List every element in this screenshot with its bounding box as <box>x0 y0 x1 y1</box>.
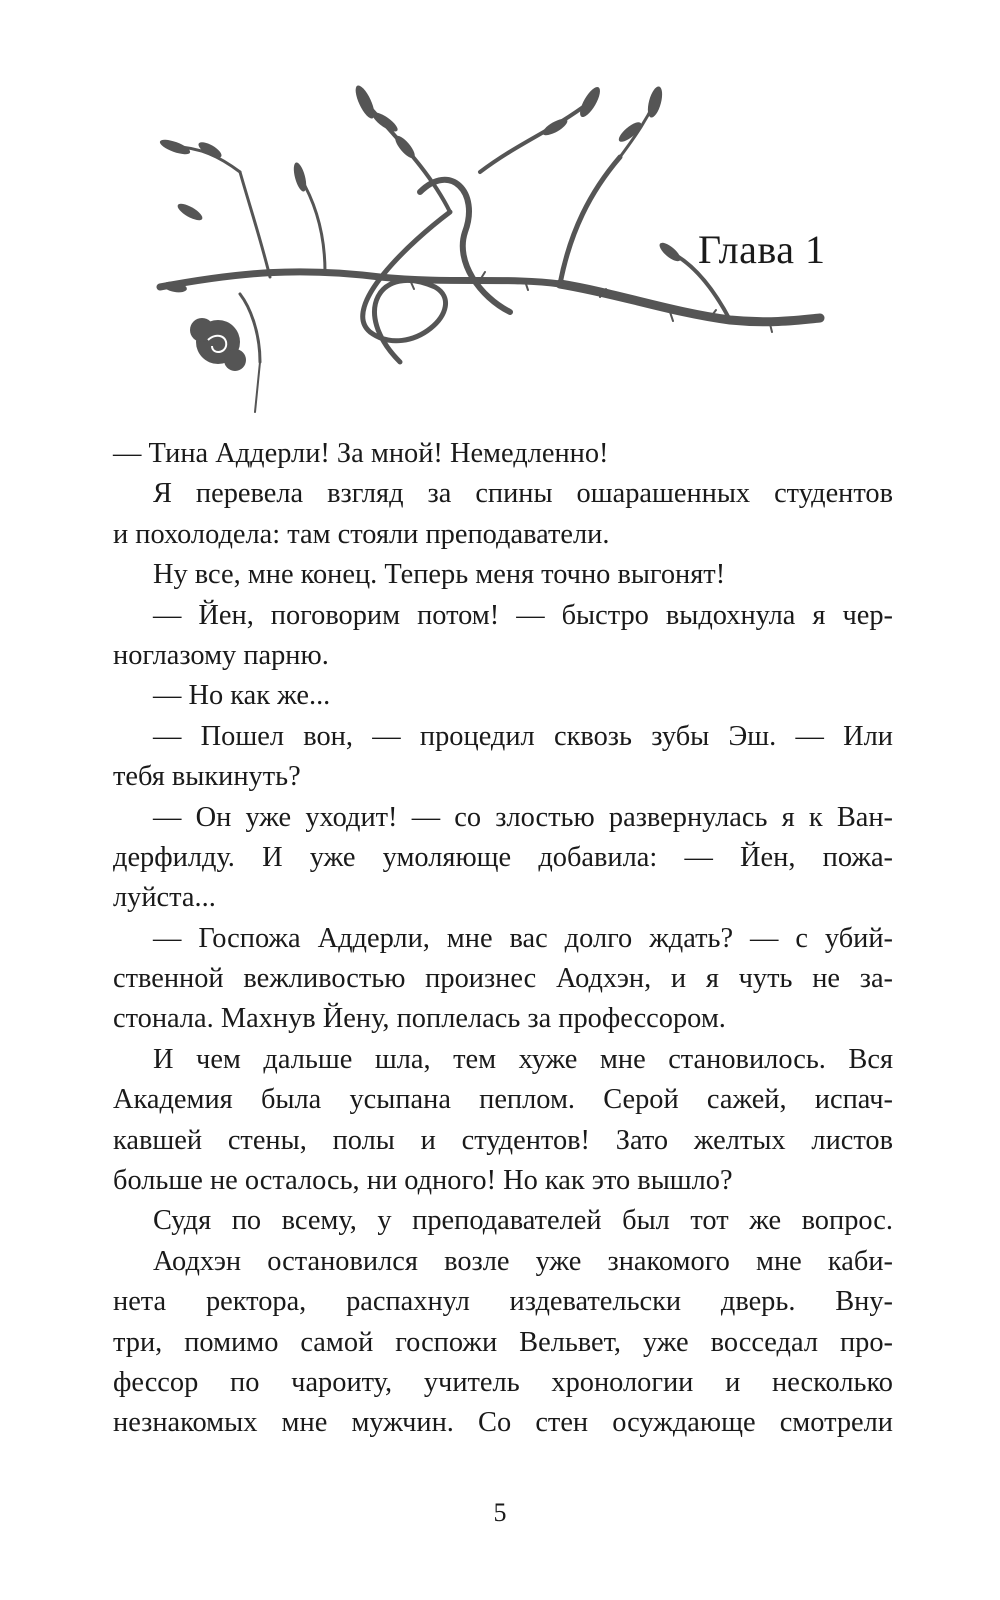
text-line: Академия была усыпана пеплом. Серой сажей, испач- <box>113 1084 893 1116</box>
text-line: Судя по всему, у преподавателей был тот же вопрос. <box>153 1205 893 1237</box>
text-line: — Тина Аддерли! За мной! Немедленно! <box>113 438 609 469</box>
text-line: Аодхэн остановился возле уже знакомого мне каби- <box>153 1245 893 1277</box>
text-line: Я перевела взгляд за спины ошарашенных студентов <box>153 478 893 510</box>
text-line: три, помимо самой госпожи Вельвет, уже восседал про- <box>113 1326 893 1358</box>
text-line: больше не осталось, ни одного! Но как это вышло? <box>113 1165 733 1197</box>
text-line: — Но как же... <box>153 680 331 712</box>
text-line: — Пошел вон, — процедил сквозь зубы Эш. — Или <box>153 720 893 752</box>
text-line: — Госпожа Аддерли, мне вас долго ждать? — с убий- <box>153 922 893 954</box>
text-line: тебя выкинуть? <box>113 761 301 793</box>
text-line: — Он уже уходит! — со злостью развернулась я к Ван- <box>153 801 893 833</box>
text-line: незнакомых мне мужчин. Со стен осуждающе смотрели <box>113 1407 893 1439</box>
body-text <box>113 434 893 1444</box>
chapter-title: Глава 1 <box>698 227 826 272</box>
text-line: луйста... <box>113 882 216 914</box>
text-line: нета ректора, распахнул издевательски дверь. Вну- <box>113 1286 893 1318</box>
text-line: стонала. Махнув Йену, поплелась за профессором. <box>113 1003 726 1035</box>
text-line: фессор по чароиту, учитель хронологии и несколько <box>113 1366 893 1398</box>
text-line: Ну все, мне конец. Теперь меня точно выгонят! <box>153 559 726 591</box>
text-line: ноглазому парню. <box>113 639 329 671</box>
text-line: И чем дальше шла, тем хуже мне становилось. Вся <box>153 1043 893 1075</box>
text-line: ственной вежливостью произнес Аодхэн, и я чуть не за- <box>113 963 893 995</box>
text-line: дерфилду. И уже умоляюще добавила: — Йен, пожа- <box>113 841 893 873</box>
text-line: — Йен, поговорим потом! — быстро выдохнула я чер- <box>153 599 893 631</box>
text-line: кавшей стены, полы и студентов! Зато желтых листов <box>113 1124 893 1156</box>
page-number: 5 <box>493 1498 507 1527</box>
text-line: и похолодела: там стояли преподаватели. <box>113 518 610 550</box>
